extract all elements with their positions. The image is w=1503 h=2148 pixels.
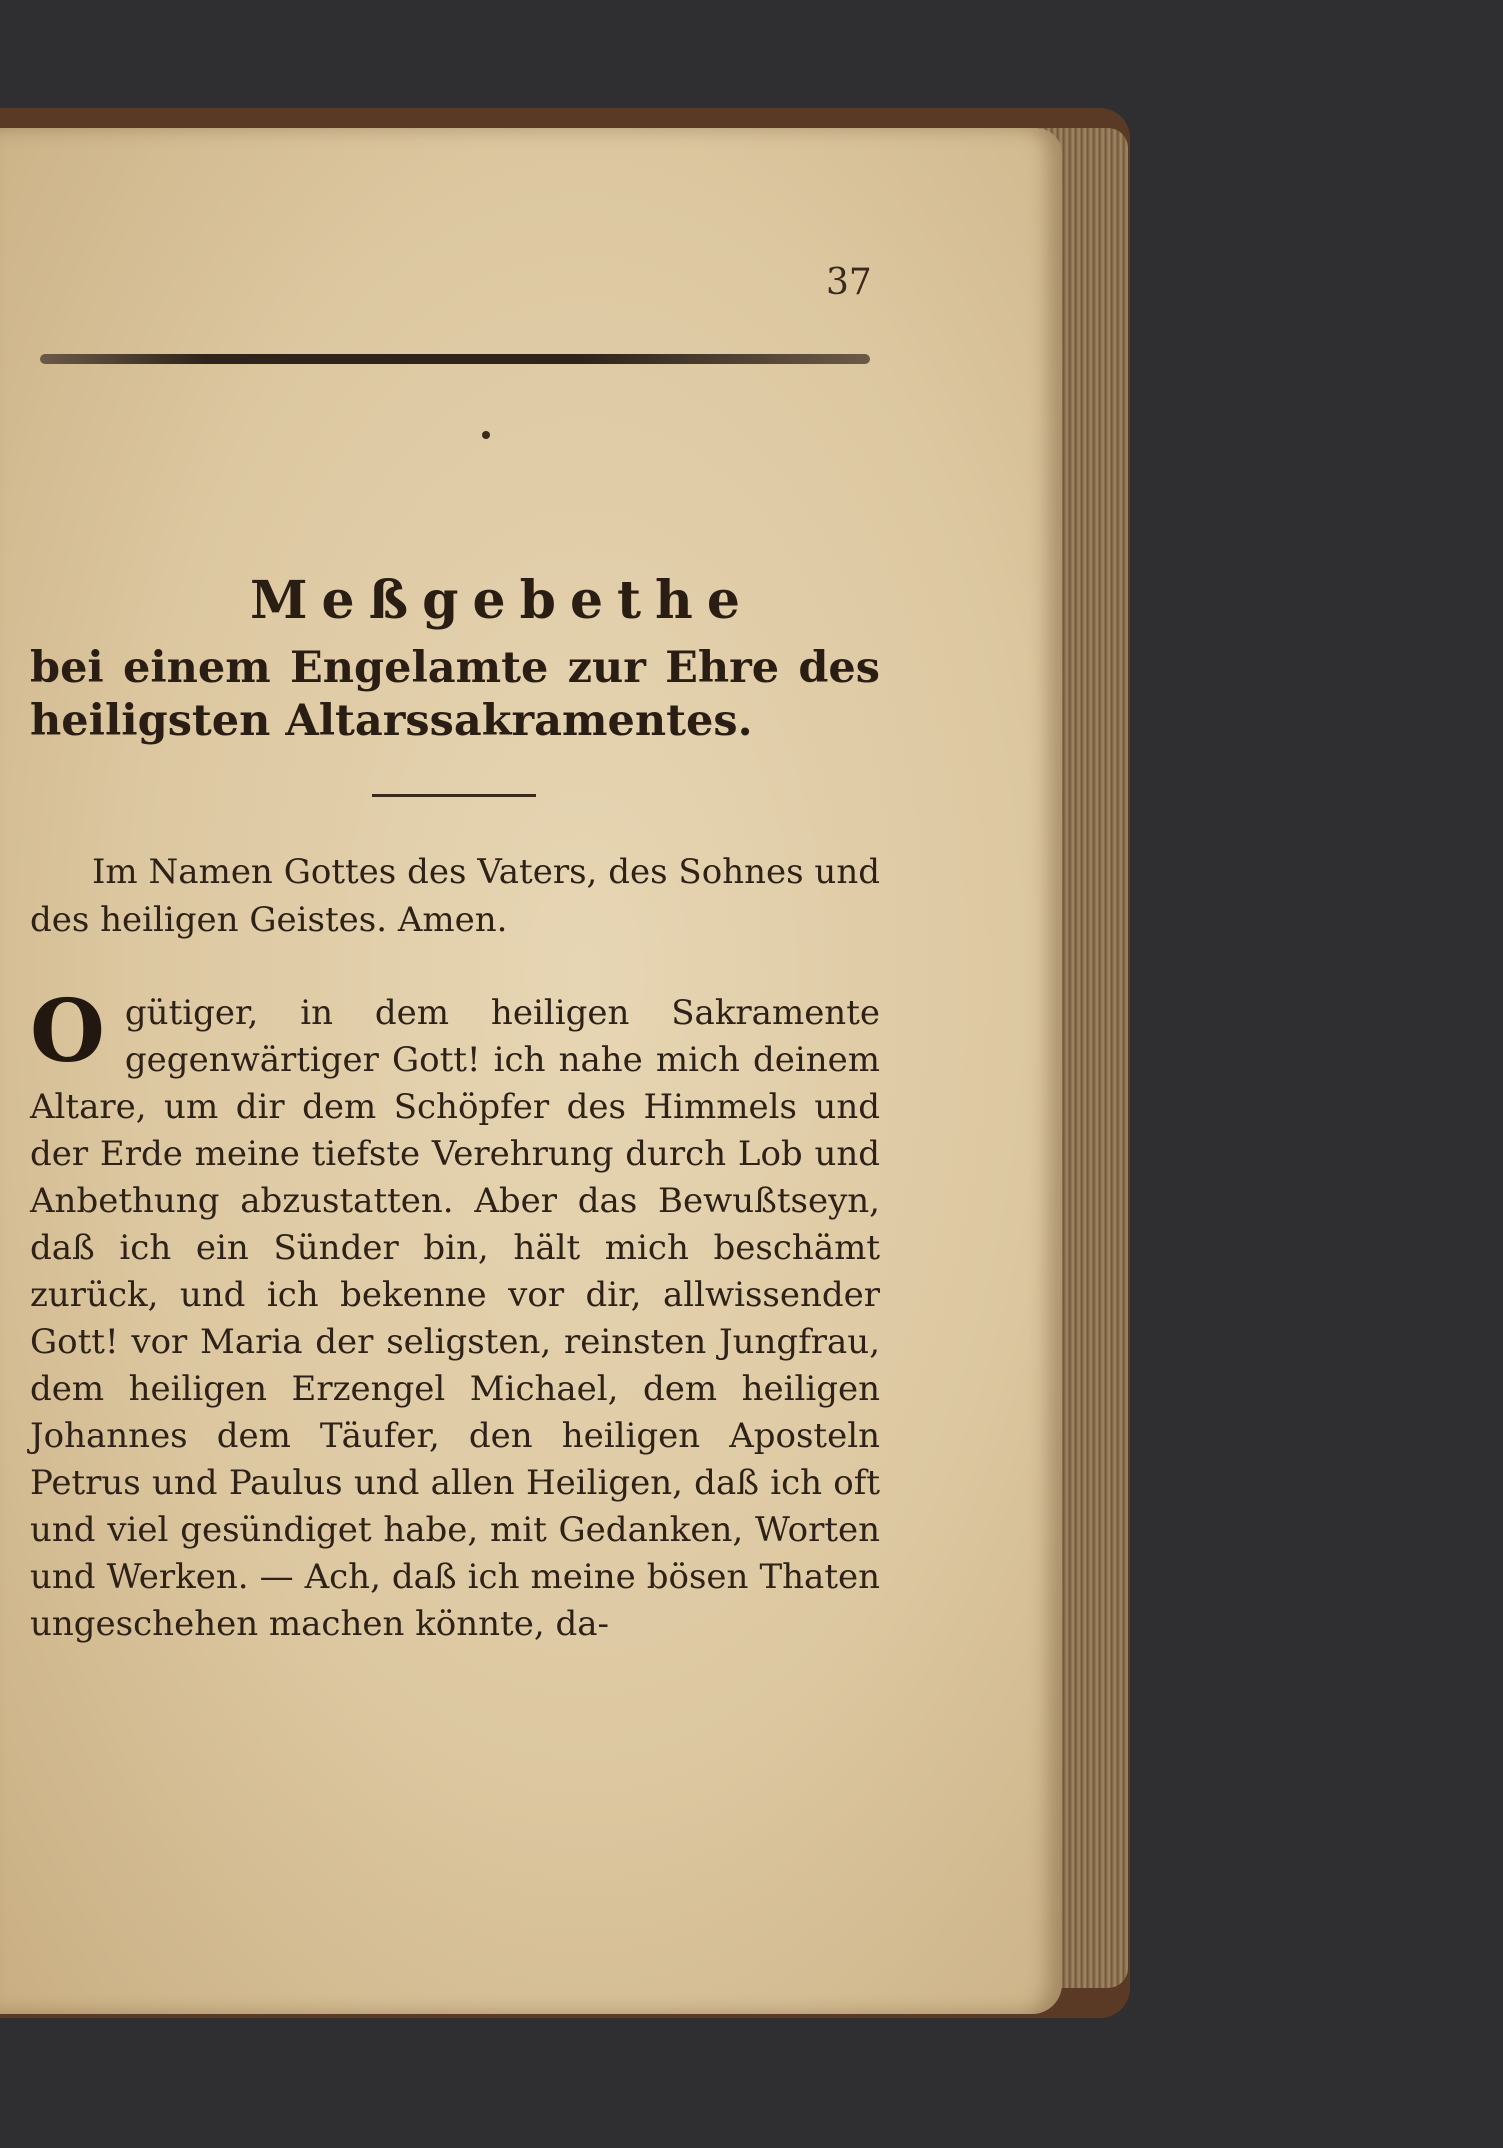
section-title: Meßgebethe bbox=[250, 570, 754, 631]
section-subtitle-line1: bei einem Engelamte zur Ehre des bbox=[30, 643, 880, 693]
body-paragraph bbox=[30, 981, 880, 1648]
ornament-dot bbox=[482, 431, 490, 439]
body-text: gütiger, in dem heiligen Sakramente gegenwärtiger Gott! ich nahe mich deinem Altare, um dir dem Schöpfer des Himmels und der Erde meine tiefste Verehrung durch Lob und Anbethung abzustatten. Aber das Bewußtseyn, daß ich ein Sünder bin, hält mich beschämt zurück, und ich bekenne vor dir, allwissender Gott! vor Maria der seligsten, reinsten Jungfrau, dem heiligen Erzengel Michael, dem heiligen Johannes dem Täufer, den heiligen Aposteln Petrus und Paulus und allen Heiligen, daß ich oft und viel gesündiget habe, mit Gedanken, Worten und Werken. — Ach, daß ich meine bösen Thaten ungeschehen machen könnte, da- bbox=[30, 993, 880, 1644]
divider-rule bbox=[372, 794, 536, 797]
intro-paragraph: Im Namen Gottes des Vaters, des Sohnes und des heiligen Geistes. Amen. bbox=[30, 852, 880, 940]
header-rule bbox=[40, 354, 870, 364]
drop-initial: O bbox=[30, 981, 105, 1082]
page-number: 37 bbox=[826, 262, 872, 303]
section-subtitle-line2: heiligsten Altarssakramentes. bbox=[30, 696, 753, 746]
